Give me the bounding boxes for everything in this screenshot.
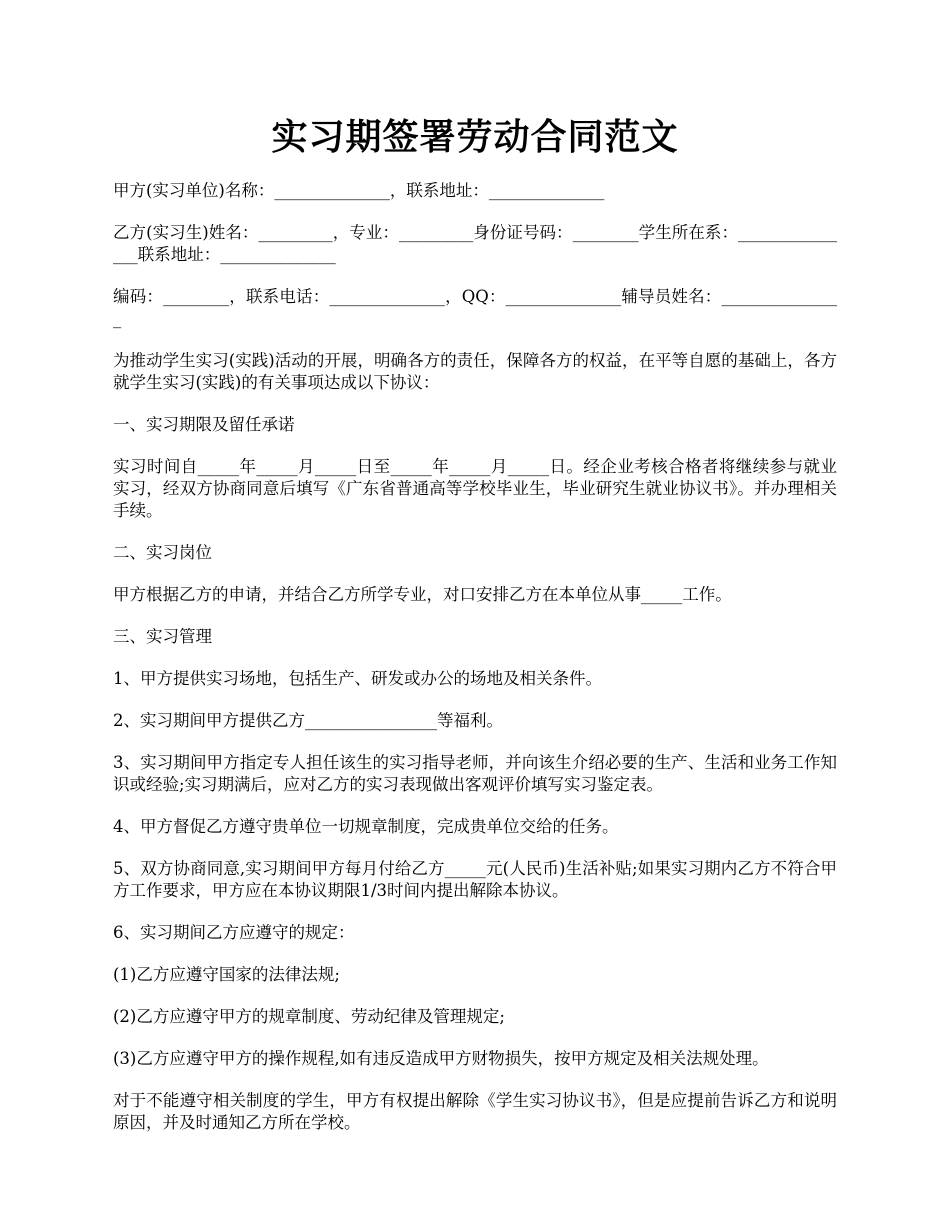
document-body bbox=[113, 180, 837, 1154]
clause-1: 1、甲方提供实习场地，包括生产、研发或办公的场地及相关条件。 bbox=[113, 669, 602, 688]
party-b-info: 乙方(实习生)姓名：_________，专业：_________身份证号码：________学生所在系：_______________联系地址：______________ bbox=[113, 223, 837, 264]
section-heading-1: 一、实习期限及留任承诺 bbox=[113, 415, 295, 434]
document-title: 实习期签署劳动合同范文 bbox=[271, 116, 679, 158]
section-heading-3: 三、实习管理 bbox=[113, 627, 212, 646]
contact-info: 编码：________，联系电话：______________，QQ：______________辅导员姓名：_______________ bbox=[113, 287, 837, 328]
rule-3: (3)乙方应遵守甲方的操作规程,如有违反造成甲方财物损失，按甲方规定及相关法规处理。 bbox=[113, 1049, 769, 1068]
clause-2: 2、实习期间甲方提供乙方________________等福利。 bbox=[113, 711, 503, 730]
termination-paragraph: 对于不能遵守相关制度的学生，甲方有权提出解除《学生实习协议书》，但是应提前告诉乙方和说明原因，并及时通知乙方所在学校。 bbox=[113, 1091, 837, 1132]
clause-6: 6、实习期间乙方应遵守的规定： bbox=[113, 923, 355, 942]
section-heading-2: 二、实习岗位 bbox=[113, 543, 212, 562]
preamble-paragraph: 为推动学生实习(实践)活动的开展，明确各方的责任，保障各方的权益，在平等自愿的基础上，各方就学生实习(实践)的有关事项达成以下协议： bbox=[113, 351, 837, 392]
position-paragraph: 甲方根据乙方的申请，并结合乙方所学专业，对口安排乙方在本单位从事_____工作。 bbox=[113, 585, 732, 604]
clause-5: 5、双方协商同意,实习期间甲方每月付给乙方_____元(人民币)生活补贴;如果实习期内乙方不符合甲方工作要求，甲方应在本协议期限1/3时间内提出解除本协议。 bbox=[113, 859, 837, 900]
rule-2: (2)乙方应遵守甲方的规章制度、劳动纪律及管理规定; bbox=[113, 1007, 505, 1026]
party-a-info: 甲方(实习单位)名称：______________，联系地址：______________ bbox=[113, 181, 605, 200]
rule-1: (1)乙方应遵守国家的法律法规; bbox=[113, 965, 340, 984]
internship-period-paragraph: 实习时间自_____年_____月_____日至_____年_____月_____日。经企业考核合格者将继续参与就业实习，经双方协商同意后填写《广东省普通高等学校毕业生，毕业研究生就业协议书》。并办理相关手续。 bbox=[113, 457, 837, 520]
clause-3: 3、实习期间甲方指定专人担任该生的实习指导老师，并向该生介绍必要的生产、生活和业务工作知识或经验;实习期满后，应对乙方的实习表现做出客观评价填写实习鉴定表。 bbox=[113, 753, 837, 794]
clause-4: 4、甲方督促乙方遵守贵单位一切规章制度，完成贵单位交给的任务。 bbox=[113, 817, 619, 836]
